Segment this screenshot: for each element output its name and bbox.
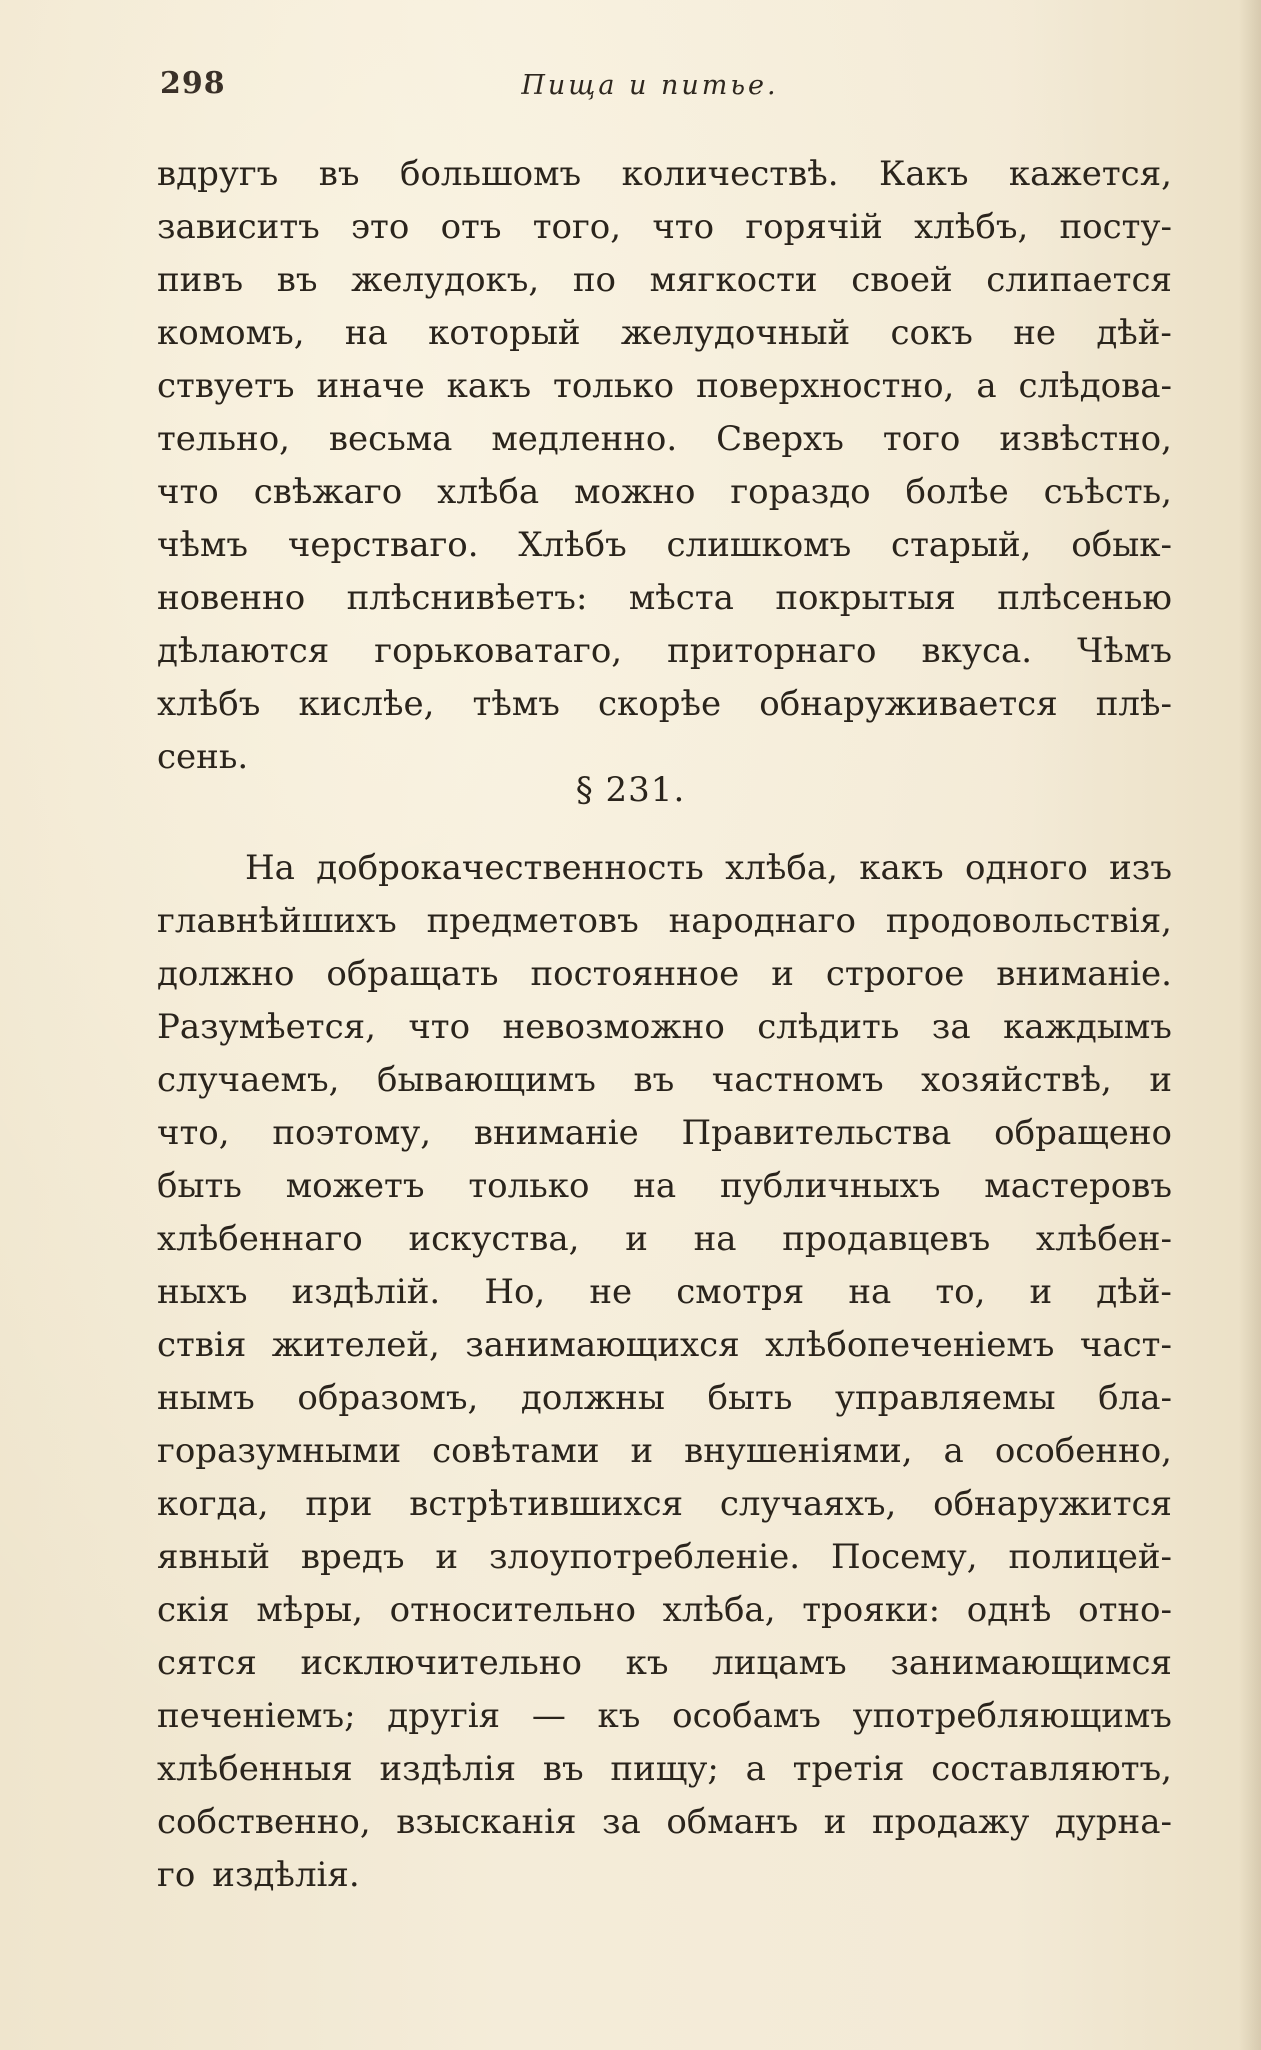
page-number: 298 <box>160 66 226 101</box>
text-line: тельно, весьма медленно. Сверхъ того извѣстно, <box>157 419 1172 459</box>
text-line: го издѣлiя. <box>157 1855 360 1895</box>
text-line: ствiя жителей, занимающихся хлѣбопеченiемъ част- <box>157 1325 1172 1365</box>
text-line: хлѣбенныя издѣлiя въ пищу; а третiя составляютъ, <box>157 1749 1172 1789</box>
text-line: главнѣйшихъ предметовъ народнаго продовольствiя, <box>157 901 1172 941</box>
text-line: скiя мѣры, относительно хлѣба, трояки: однѣ отно- <box>157 1590 1172 1630</box>
text-line: чѣмъ черстваго. Хлѣбъ слишкомъ старый, обык- <box>157 525 1172 565</box>
text-line: нымъ образомъ, должны быть управляемы бла- <box>157 1378 1172 1418</box>
text-line: хлѣбеннаго искуства, и на продавцевъ хлѣбен- <box>157 1219 1172 1259</box>
text-line: когда, при встрѣтившихся случаяхъ, обнаружится <box>157 1484 1172 1524</box>
text-line: горазумными совѣтами и внушенiями, а особенно, <box>157 1431 1172 1471</box>
text-line: комомъ, на который желудочный сокъ не дѣй- <box>157 313 1172 353</box>
running-title: Пища и питье. <box>521 70 779 101</box>
text-line: Разумѣется, что невозможно слѣдить за каждымъ <box>157 1007 1172 1047</box>
paragraph-section-231 <box>157 842 1172 1902</box>
text-line: вдругъ въ большомъ количествѣ. Какъ кажется, <box>157 154 1172 194</box>
text-line: печенiемъ; другiя — къ особамъ употребляющимъ <box>157 1696 1172 1736</box>
text-line: быть можетъ только на публичныхъ мастеровъ <box>157 1166 1172 1206</box>
text-line: должно обращать постоянное и строгое вниманiе. <box>157 954 1172 994</box>
text-line: явный вредъ и злоупотребленiе. Посему, полицей- <box>157 1537 1172 1577</box>
text-line: пивъ въ желудокъ, по мягкости своей слипается <box>157 260 1172 300</box>
text-line: сятся исключительно къ лицамъ занимающимся <box>157 1643 1172 1683</box>
page-edge-shadow <box>1239 0 1261 2050</box>
text-line: На доброкачественность хлѣба, какъ одного изъ <box>245 848 1172 888</box>
paragraph-continued <box>157 148 1172 784</box>
text-line: ныхъ издѣлiй. Но, не смотря на то, и дѣй- <box>157 1272 1172 1312</box>
text-line: зависитъ это отъ того, что горячiй хлѣбъ, посту- <box>157 207 1172 247</box>
text-line: дѣлаются горьковатаго, приторнаго вкуса. Чѣмъ <box>157 631 1172 671</box>
text-line: что свѣжаго хлѣба можно гораздо болѣе съѣсть, <box>157 472 1172 512</box>
text-line: собственно, взысканiя за обманъ и продажу дурна- <box>157 1802 1172 1842</box>
text-line: ствуетъ иначе какъ только поверхностно, а слѣдова- <box>157 366 1172 406</box>
section-heading: § 231. <box>575 770 686 810</box>
text-line: что, поэтому, вниманiе Правительства обращено <box>157 1113 1172 1153</box>
text-line: новенно плѣснивѣетъ: мѣста покрытыя плѣсенью <box>157 578 1172 618</box>
text-line: случаемъ, бывающимъ въ частномъ хозяйствѣ, и <box>157 1060 1172 1100</box>
text-line: сень. <box>157 737 249 777</box>
text-line: хлѣбъ кислѣе, тѣмъ скорѣе обнаруживается плѣ- <box>157 684 1172 724</box>
